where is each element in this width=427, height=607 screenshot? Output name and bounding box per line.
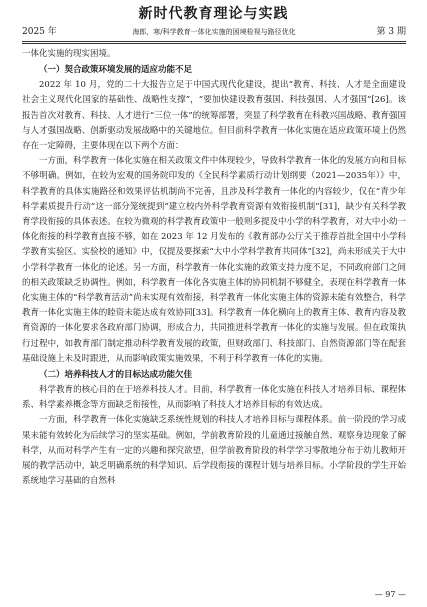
running-header	[22, 24, 406, 40]
paragraph: 一方面，科学教育一体化实施在相关政策文件中体现较少，导致科学教育一体化的发展方向和目标不够明确。例如，在较为宏观的国务院印发的《全民科学素质行动计划纲要（2021—2035年）》中，科学教育的具体实施路径和效果评估机制尚不完善，且涉及科学教育一体化的内容较少，仅在“青少年科学素质提升行动”这一部分笼统提到“建立校内外科学教育资源有效衔接机制”[31]，缺少有关科学教育学段衔接的具体表述。在较为微观的科学教育政策中一般则多提及中小学的科学教育，对大中小幼一体化衔接的科学教育直接不够，如在 2023 年 12 月发布的《教育部办公厅关于推荐首批全国中小学科学教育实验区、实验校的通知》中，仅提及要探索“大中小学科学教育共同体”[32]，尚未形成关于大中小学科学教育一体化的论述。另一方面，科学教育一体化实施的政策支持力度不足，不同政府部门之间的相关政策缺乏协调性。例如，科学教育一体化各实施主体的协同机制不够健全，表现在科学教育一体化实施主体的“科学教育活动”尚未实现有效衔接，科学教育一体化实施主体的资源未能有效整合，科学教育一体化实施主体的睦资未能达成有效协同[33]。科学教育一体化横向上的教育主体、教育内容及教育资源的一体化要求各政府部门协调，形成合力，共同推进科学教育一体化的实施与发展。但在政策执行过程中，如教育部门制定推动科学教育发展的政策，但财政部门、科技部门、自然资源部门等在配套基础设施上未及时跟进，从而影响政策实施效果，不利于科学教育一体化的实施。	[22, 156, 406, 364]
header-rule-top	[22, 41, 406, 42]
journal-title: 新时代教育理论与实践	[138, 6, 289, 22]
intro-line: 一体化实施的现实困境。	[22, 49, 116, 59]
paragraph: 一方面，科学教育一体化实施缺乏系统性规划的科技人才培养目标与课程体系。前一阶段的学习成果未能有效转化为后续学习的坚实基础。例如，学前教育阶段的儿童通过接触自然、观察身边现象了解科学，从而对科学产生有一定的兴趣和探究欲望，但学前教育阶段的科学学习零散地分布于幼儿教师开展的教学活动中，缺乏明确系统的科学知识、后学段衔接的课程计划与培养目标。小学阶段的学生开始系统地学习基础的自然科	[22, 415, 406, 487]
paragraph: 科学教育的核心目的在于培养科技人才。目前，科学教育一体化实施在科技人才培养目标、课程体系、科学素养概念等方面缺乏衔接性，从而影响了科技人才培养目标的有效达成。	[22, 385, 406, 411]
section-heading-2: （二）培养科技人才的目标达成功能欠佳	[39, 370, 193, 381]
page-number: — 97 —	[374, 590, 406, 599]
paragraph: 2022 年 10 月，党的二十大报告立足于中国式现代化建设，提出“教育、科技、人才是全面建设社会主义现代化国家的基础性、战略性支撑”，“要加快建设教育强国、科技强国、人才强国”[26]。该报告首次对教育、科技、人才进行“三位一体”的统筹部署，突显了科学教育在科教兴国战略、教育强国与人才强国战略、创新驱动发展战略中的关键地位。但目前科学教育一体化实施在适应政策环境上仍然存在一定障碍，主要体现在以下两个方面：	[22, 80, 406, 152]
header-rule-bottom	[22, 43, 406, 44]
section-heading-1: （一）契合政策环境发展的适应功能不足	[39, 65, 193, 76]
issue-number: 第 3 期	[376, 27, 406, 37]
journal-year: 2025 年	[22, 27, 57, 37]
article-body	[22, 47, 406, 489]
running-head-text: 海郎，寒/科学教育一体化实施的困境检视与路径优化	[132, 28, 296, 36]
